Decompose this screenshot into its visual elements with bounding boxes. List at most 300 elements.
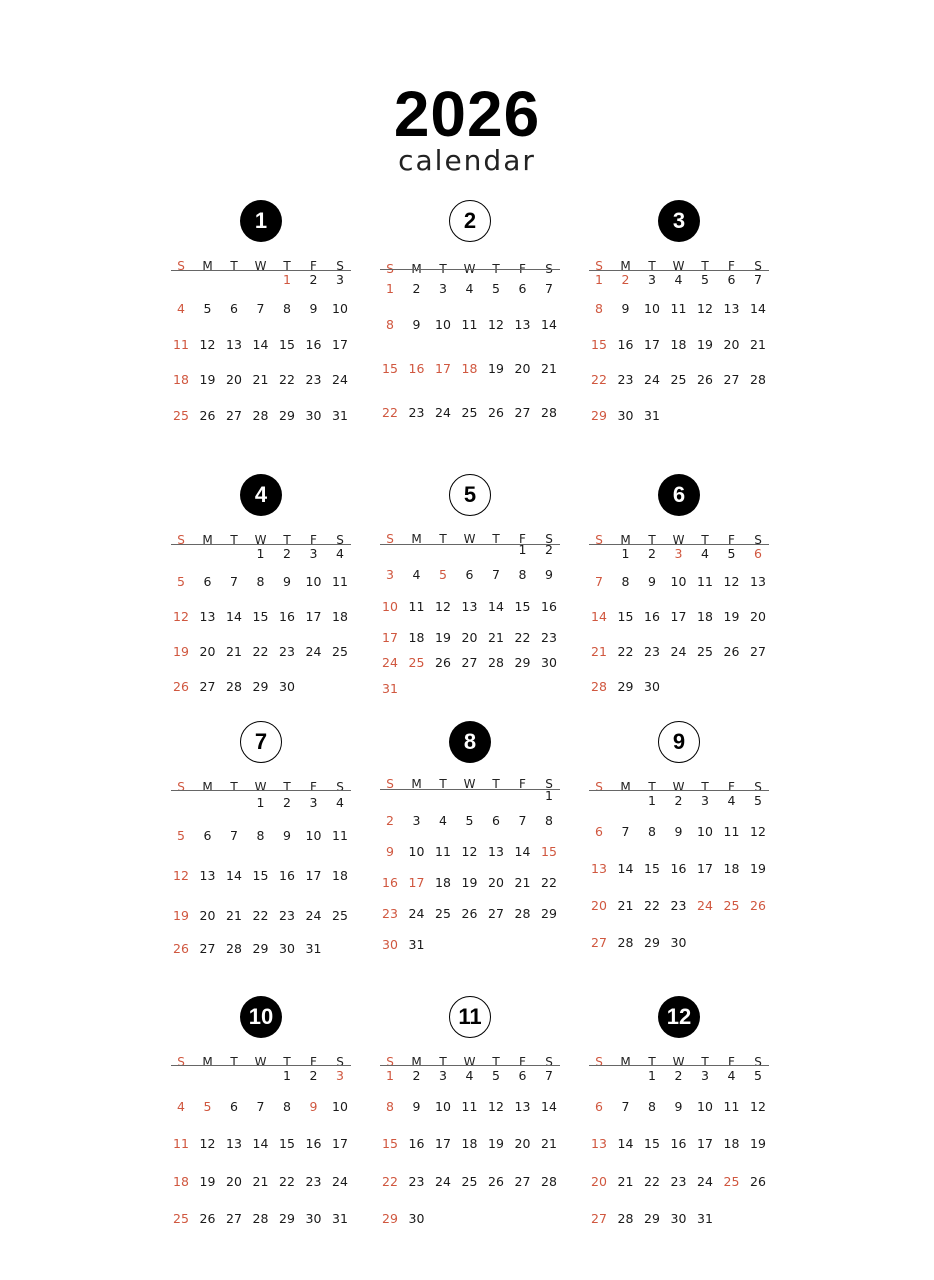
weekday-label: T	[648, 780, 656, 794]
day-cell: 18	[408, 630, 425, 645]
day-cell: 28	[541, 1174, 557, 1189]
day-cell: 5	[754, 1068, 762, 1083]
weekday-label: S	[754, 533, 762, 547]
day-cell: 16	[670, 1136, 687, 1151]
weekday-label: M	[202, 1055, 213, 1069]
day-cell: 2	[412, 1068, 421, 1083]
day-cell: 5	[177, 828, 185, 843]
day-cell: 4	[701, 546, 709, 561]
day-cell: 11	[461, 1099, 478, 1114]
day-cell: 27	[514, 1174, 531, 1189]
day-cell: 14	[750, 301, 766, 316]
day-cell: 7	[545, 281, 553, 296]
day-cell: 18	[723, 1136, 740, 1151]
day-cell: 19	[488, 361, 504, 376]
day-cell: 20	[514, 361, 531, 376]
day-cell: 23	[541, 630, 557, 645]
day-cell: 24	[697, 1174, 713, 1189]
weekday-label: W	[463, 262, 476, 276]
day-cell: 17	[697, 861, 713, 876]
weekday-label: F	[728, 259, 735, 273]
day-cell: 3	[701, 1068, 709, 1083]
weekday-label: W	[463, 1055, 476, 1069]
day-cell: 13	[461, 599, 478, 614]
day-cell: 24	[435, 1174, 451, 1189]
day-cell: 8	[595, 301, 603, 316]
day-cell: 7	[256, 301, 265, 316]
day-cell: 26	[488, 405, 504, 420]
day-cell: 16	[670, 861, 687, 876]
day-cell: 28	[541, 405, 557, 420]
day-cell: 22	[514, 630, 531, 645]
day-cell: 23	[617, 372, 634, 387]
day-cell: 26	[199, 1211, 216, 1226]
day-cell: 4	[336, 546, 344, 561]
weekday-label: T	[283, 259, 291, 273]
day-cell: 27	[591, 935, 607, 950]
day-cell: 23	[670, 898, 687, 913]
weekday-label: W	[254, 780, 267, 794]
weekday-label: W	[254, 533, 267, 547]
day-cell: 30	[670, 1211, 687, 1226]
weekday-label: M	[202, 780, 213, 794]
weekday-label: S	[545, 1055, 553, 1069]
day-cell: 12	[173, 609, 189, 624]
day-cell: 30	[644, 679, 660, 694]
day-cell: 12	[723, 574, 740, 589]
day-cell: 3	[648, 272, 656, 287]
year-title: 2026	[393, 78, 541, 150]
month-number-badge: 2	[449, 200, 491, 242]
day-cell: 6	[518, 281, 527, 296]
day-cell: 10	[305, 574, 322, 589]
day-cell: 15	[514, 599, 531, 614]
weekday-label: W	[254, 259, 267, 273]
day-cell: 29	[617, 679, 634, 694]
day-cell: 11	[332, 828, 348, 843]
day-cell: 10	[408, 844, 425, 859]
day-cell: 21	[514, 875, 531, 890]
day-cell: 15	[382, 361, 398, 376]
day-cell: 19	[488, 1136, 504, 1151]
day-cell: 11	[332, 574, 348, 589]
day-cell: 5	[754, 793, 762, 808]
day-cell: 15	[252, 609, 269, 624]
day-cell: 13	[514, 317, 531, 332]
day-cell: 28	[750, 372, 766, 387]
day-cell: 2	[283, 795, 291, 810]
weekday-label: T	[701, 533, 709, 547]
day-cell: 15	[644, 1136, 660, 1151]
day-cell: 14	[514, 844, 531, 859]
day-cell: 29	[382, 1211, 398, 1226]
weekday-label: M	[620, 780, 631, 794]
day-cell: 16	[305, 337, 322, 352]
weekday-label: S	[545, 532, 553, 546]
day-cell: 4	[177, 1099, 185, 1114]
day-cell: 14	[252, 1136, 269, 1151]
day-cell: 11	[723, 1099, 740, 1114]
day-cell: 8	[283, 301, 291, 316]
weekday-label: T	[283, 1055, 291, 1069]
day-cell: 25	[435, 906, 451, 921]
weekday-label: W	[672, 533, 685, 547]
day-cell: 9	[309, 1099, 318, 1114]
day-cell: 8	[621, 574, 630, 589]
day-cell: 23	[670, 1174, 687, 1189]
day-cell: 8	[386, 317, 394, 332]
day-cell: 11	[408, 599, 425, 614]
day-cell: 21	[591, 644, 607, 659]
day-cell: 18	[173, 372, 189, 387]
day-cell: 1	[648, 793, 656, 808]
day-cell: 8	[256, 828, 265, 843]
weekday-label: W	[672, 259, 685, 273]
day-cell: 3	[336, 272, 344, 287]
weekday-label: M	[202, 259, 213, 273]
day-cell: 22	[382, 1174, 398, 1189]
day-cell: 20	[750, 609, 766, 624]
day-cell: 1	[283, 272, 291, 287]
day-cell: 17	[697, 1136, 713, 1151]
day-cell: 13	[199, 868, 216, 883]
weekday-label: T	[439, 262, 447, 276]
weekday-label: S	[336, 259, 344, 273]
day-cell: 23	[305, 372, 322, 387]
weekday-label: T	[648, 259, 656, 273]
day-cell: 8	[386, 1099, 394, 1114]
weekday-label: W	[463, 532, 476, 546]
day-cell: 7	[621, 1099, 630, 1114]
day-cell: 14	[252, 337, 269, 352]
day-cell: 10	[670, 574, 687, 589]
day-cell: 30	[305, 1211, 322, 1226]
day-cell: 6	[518, 1068, 527, 1083]
day-cell: 20	[199, 908, 216, 923]
weekday-label: M	[411, 1055, 422, 1069]
day-cell: 12	[488, 317, 504, 332]
day-cell: 8	[648, 824, 656, 839]
day-cell: 20	[514, 1136, 531, 1151]
day-cell: 19	[723, 609, 740, 624]
weekday-label: S	[386, 262, 394, 276]
day-cell: 17	[305, 868, 322, 883]
day-cell: 10	[644, 301, 660, 316]
day-cell: 26	[488, 1174, 504, 1189]
day-cell: 1	[518, 542, 527, 557]
day-cell: 18	[173, 1174, 189, 1189]
day-cell: 12	[488, 1099, 504, 1114]
day-cell: 21	[541, 1136, 557, 1151]
month-number-badge: 6	[658, 474, 700, 516]
month-number-badge: 10	[240, 996, 282, 1038]
day-cell: 31	[382, 681, 398, 696]
day-cell: 24	[435, 405, 451, 420]
day-cell: 12	[435, 599, 451, 614]
day-cell: 5	[727, 546, 736, 561]
day-cell: 26	[199, 408, 216, 423]
weekday-label: T	[283, 533, 291, 547]
month-number-badge: 1	[240, 200, 282, 242]
day-cell: 4	[412, 567, 421, 582]
day-cell: 18	[461, 1136, 478, 1151]
day-cell: 10	[435, 317, 451, 332]
day-cell: 27	[226, 1211, 242, 1226]
day-cell: 20	[723, 337, 740, 352]
day-cell: 13	[488, 844, 504, 859]
day-cell: 4	[674, 272, 683, 287]
day-cell: 3	[412, 813, 421, 828]
day-cell: 21	[226, 908, 242, 923]
weekday-label: T	[439, 1055, 447, 1069]
day-cell: 12	[750, 1099, 766, 1114]
day-cell: 29	[279, 408, 295, 423]
day-cell: 11	[435, 844, 451, 859]
month-number-badge: 9	[658, 721, 700, 763]
day-cell: 23	[382, 906, 398, 921]
day-cell: 6	[203, 574, 212, 589]
day-cell: 19	[697, 337, 713, 352]
day-cell: 24	[332, 372, 348, 387]
weekday-label: F	[728, 1055, 735, 1069]
day-cell: 13	[750, 574, 766, 589]
weekday-header	[171, 779, 351, 795]
day-cell: 31	[332, 1211, 348, 1226]
day-cell: 28	[617, 935, 634, 950]
weekday-label: T	[701, 780, 709, 794]
day-cell: 3	[701, 793, 709, 808]
day-cell: 4	[465, 1068, 474, 1083]
weekday-label: S	[336, 1055, 344, 1069]
day-cell: 26	[723, 644, 740, 659]
header-divider	[380, 789, 560, 790]
day-cell: 14	[541, 317, 557, 332]
calendar-subtitle: calendar	[398, 144, 536, 177]
day-cell: 20	[488, 875, 504, 890]
day-cell: 26	[750, 898, 766, 913]
day-cell: 16	[408, 1136, 425, 1151]
day-cell: 24	[697, 898, 713, 913]
day-cell: 18	[332, 609, 348, 624]
day-cell: 11	[697, 574, 713, 589]
day-cell: 15	[541, 844, 557, 859]
day-cell: 3	[309, 546, 318, 561]
day-cell: 28	[226, 941, 242, 956]
day-cell: 11	[461, 317, 478, 332]
day-cell: 22	[279, 1174, 295, 1189]
day-cell: 10	[697, 824, 713, 839]
day-cell: 21	[488, 630, 504, 645]
weekday-label: F	[728, 780, 735, 794]
weekday-label: F	[519, 777, 526, 791]
day-cell: 22	[541, 875, 557, 890]
day-cell: 5	[203, 1099, 212, 1114]
header-divider	[380, 1065, 560, 1066]
day-cell: 22	[591, 372, 607, 387]
weekday-label: W	[463, 777, 476, 791]
day-cell: 28	[591, 679, 607, 694]
day-cell: 21	[617, 1174, 634, 1189]
day-cell: 22	[644, 898, 660, 913]
day-cell: 5	[439, 567, 447, 582]
day-cell: 9	[283, 574, 291, 589]
weekday-label: S	[595, 533, 603, 547]
day-cell: 18	[670, 337, 687, 352]
day-cell: 4	[439, 813, 447, 828]
day-cell: 17	[305, 609, 322, 624]
day-cell: 25	[332, 908, 348, 923]
day-cell: 25	[670, 372, 687, 387]
weekday-label: S	[754, 1055, 762, 1069]
day-cell: 14	[226, 868, 242, 883]
header-divider	[171, 270, 351, 271]
day-cell: 2	[648, 546, 656, 561]
day-cell: 29	[644, 935, 660, 950]
weekday-label: T	[492, 262, 500, 276]
day-cell: 27	[591, 1211, 607, 1226]
weekday-label: T	[230, 259, 238, 273]
weekday-label: T	[701, 259, 709, 273]
day-cell: 16	[279, 868, 295, 883]
day-cell: 9	[621, 301, 630, 316]
day-cell: 1	[256, 546, 265, 561]
header-divider	[589, 544, 769, 545]
day-cell: 7	[492, 567, 500, 582]
day-cell: 29	[644, 1211, 660, 1226]
weekday-label: S	[545, 777, 553, 791]
day-cell: 28	[252, 408, 269, 423]
day-cell: 13	[226, 337, 242, 352]
day-cell: 13	[591, 1136, 607, 1151]
day-cell: 1	[595, 272, 603, 287]
day-cell: 24	[382, 655, 398, 670]
day-cell: 9	[283, 828, 291, 843]
day-cell: 4	[336, 795, 344, 810]
day-cell: 29	[541, 906, 557, 921]
day-cell: 17	[670, 609, 687, 624]
day-cell: 10	[382, 599, 398, 614]
day-cell: 30	[279, 941, 295, 956]
day-cell: 21	[541, 361, 557, 376]
day-cell: 2	[545, 542, 553, 557]
day-cell: 16	[305, 1136, 322, 1151]
day-cell: 6	[595, 1099, 603, 1114]
weekday-label: S	[754, 259, 762, 273]
day-cell: 26	[173, 679, 189, 694]
day-cell: 14	[591, 609, 607, 624]
month-number-badge: 5	[449, 474, 491, 516]
day-cell: 3	[336, 1068, 344, 1083]
day-cell: 18	[697, 609, 713, 624]
weekday-label: S	[386, 1055, 394, 1069]
day-cell: 15	[617, 609, 634, 624]
day-cell: 18	[332, 868, 348, 883]
day-cell: 7	[230, 828, 238, 843]
day-cell: 21	[252, 372, 269, 387]
weekday-label: S	[595, 780, 603, 794]
day-cell: 14	[541, 1099, 557, 1114]
weekday-label: T	[439, 532, 447, 546]
day-cell: 10	[697, 1099, 713, 1114]
day-cell: 27	[488, 906, 504, 921]
header-divider	[171, 790, 351, 791]
weekday-label: S	[386, 532, 394, 546]
day-cell: 9	[412, 1099, 421, 1114]
day-cell: 26	[461, 906, 478, 921]
weekday-label: T	[492, 1055, 500, 1069]
day-cell: 29	[514, 655, 531, 670]
day-cell: 27	[199, 679, 216, 694]
weekday-label: F	[519, 262, 526, 276]
day-cell: 5	[203, 301, 212, 316]
day-cell: 9	[674, 824, 683, 839]
day-cell: 3	[439, 281, 447, 296]
day-cell: 21	[750, 337, 766, 352]
day-cell: 7	[621, 824, 630, 839]
day-cell: 24	[670, 644, 687, 659]
day-cell: 25	[173, 408, 189, 423]
weekday-label: T	[701, 1055, 709, 1069]
day-cell: 14	[226, 609, 242, 624]
day-cell: 28	[514, 906, 531, 921]
day-cell: 24	[305, 644, 322, 659]
day-cell: 13	[591, 861, 607, 876]
weekday-label: F	[728, 533, 735, 547]
month-number-badge: 3	[658, 200, 700, 242]
day-cell: 7	[256, 1099, 265, 1114]
day-cell: 12	[750, 824, 766, 839]
weekday-label: S	[177, 1055, 185, 1069]
weekday-label: M	[411, 262, 422, 276]
day-cell: 28	[617, 1211, 634, 1226]
day-cell: 6	[203, 828, 212, 843]
day-cell: 13	[514, 1099, 531, 1114]
day-cell: 18	[461, 361, 478, 376]
weekday-label: M	[411, 532, 422, 546]
day-cell: 22	[382, 405, 398, 420]
day-cell: 22	[644, 1174, 660, 1189]
month-number-badge: 12	[658, 996, 700, 1038]
day-cell: 14	[617, 861, 634, 876]
day-cell: 29	[279, 1211, 295, 1226]
day-cell: 18	[435, 875, 451, 890]
day-cell: 19	[199, 372, 216, 387]
day-cell: 19	[435, 630, 451, 645]
day-cell: 21	[617, 898, 634, 913]
day-cell: 4	[177, 301, 185, 316]
day-cell: 2	[621, 272, 630, 287]
day-cell: 1	[621, 546, 630, 561]
day-cell: 12	[697, 301, 713, 316]
day-cell: 28	[488, 655, 504, 670]
weekday-label: F	[310, 533, 317, 547]
day-cell: 7	[545, 1068, 553, 1083]
weekday-label: W	[672, 1055, 685, 1069]
weekday-label: S	[386, 777, 394, 791]
weekday-label: T	[492, 532, 500, 546]
weekday-label: S	[754, 780, 762, 794]
day-cell: 22	[252, 908, 269, 923]
day-cell: 2	[386, 813, 394, 828]
day-cell: 20	[226, 372, 242, 387]
weekday-label: S	[595, 1055, 603, 1069]
day-cell: 11	[670, 301, 687, 316]
day-cell: 25	[723, 898, 740, 913]
day-cell: 2	[309, 272, 318, 287]
day-cell: 27	[461, 655, 478, 670]
day-cell: 14	[488, 599, 504, 614]
day-cell: 21	[252, 1174, 269, 1189]
